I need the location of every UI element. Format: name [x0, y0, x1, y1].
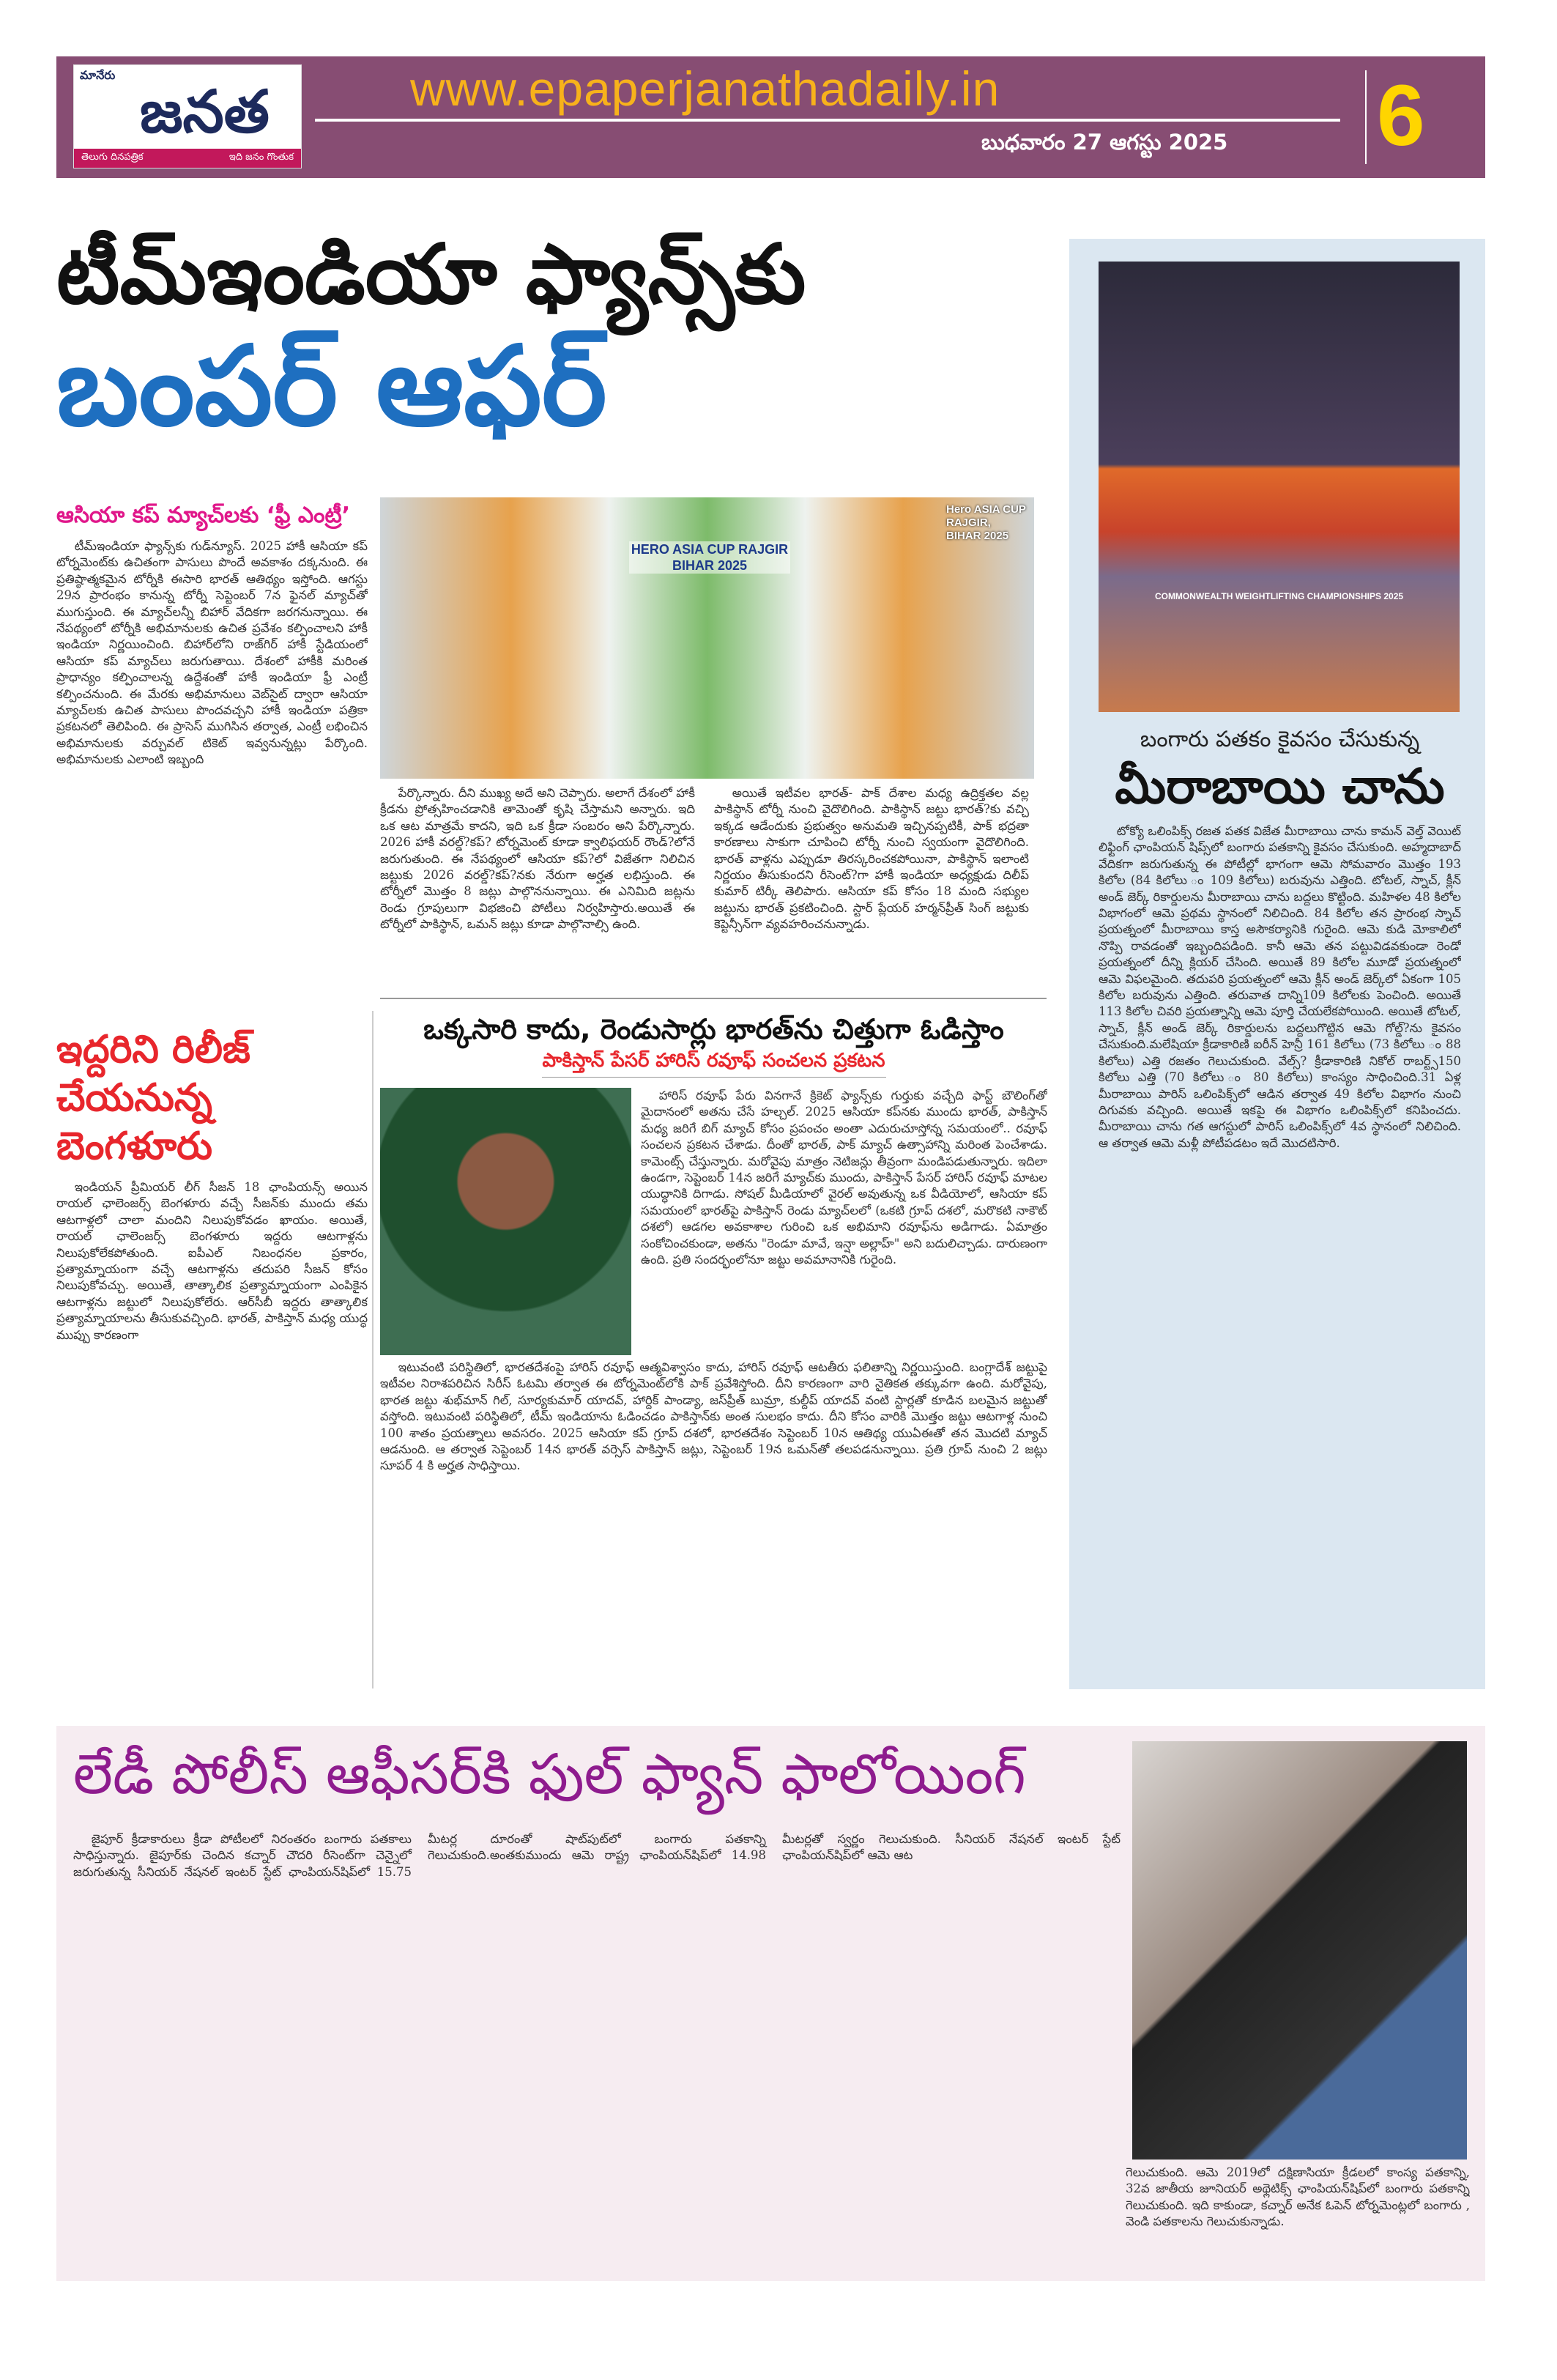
subhead-underline — [542, 1077, 886, 1078]
lead-headline-line2: బంపర్ ఆఫర్ — [56, 323, 607, 451]
police-headline: లేడీ పోలీస్ ఆఫీసర్‌కి ఫుల్ ఫ్యాన్ ఫాలోయింగ్ — [73, 1741, 1026, 1806]
rcb-story — [56, 1026, 368, 1688]
logo-tagline-strip — [74, 149, 301, 168]
website-link[interactable]: www.epaperjanathadaily.in — [410, 62, 1000, 116]
meerabai-body — [1099, 823, 1461, 1681]
weightlifter-photo — [1099, 262, 1460, 712]
photo-caption-logo: Hero ASIA CUP RAJGIR, BIHAR 2025 — [946, 503, 1026, 542]
police-paragraph: జైపూర్ క్రీడాకారులు క్రీడా పోటీలలో నిరంతరం బంగారు పతకాలు సాధిస్తున్నారు. జైపూర్‌కు చెందిన కచ్నార్ చౌదరి రీసెంట్‌గా చెన్నైలో జరుగుతున్న సీనియర్ నేషనల్ ఇంటర్ స్టేట్ ఛాంపియన్‌షిప్‌లో 15.75 మీటర్ల దూరంతో షాట్‌పుట్‌లో బంగారు పతకాన్ని గెలుచుకుంది.అంతకుముందు ఆమె రాష్ట్ర ఛాంపియన్‌షిప్‌లో 14.98 మీటర్లతో స్వర్ణం గెలుచుకుంది. సీనియర్ నేషనల్ ఇంటర్ స్టేట్ ఛాంపియన్‌షిప్‌లో ఆమె ఆట — [73, 1832, 1121, 1879]
police-paragraph: గెలుచుకుంది. ఆమె 2019లో దక్షిణాసియా క్రీడలలో కాంస్య పతకాన్ని, 32వ జాతీయ జూనియర్ అథ్లెటిక్స్ ఛాంపియన్‌షిప్‌లో బంగారు పతకాన్ని గెలుచుకుంది. ఇది కాకుండా, కచ్నార్ అనేక ఓపెన్ టోర్నమెంట్లలో బంగారు , వెండి పతకాలను గెలుచుకున్నాడు. — [1126, 2165, 1470, 2229]
column-divider — [372, 1011, 374, 1688]
newspaper-logo — [73, 64, 302, 168]
issue-date: బుధవారం 27 ఆగస్టు 2025 — [981, 130, 1228, 155]
rcb-body — [56, 1179, 368, 1688]
lead-headline-line1: టీమ్ఇండియా ఫ్యాన్స్‌కు — [56, 227, 806, 322]
lead-paragraph: అయితే ఇటీవల భారత్- పాక్ దేశాల మధ్య ఉద్రిక్తతల వల్ల పాకిస్థాన్ టోర్నీ నుంచి వైదొలిగింది. పాకిస్థాన్ జట్టు భారత్?కు వచ్చి ఇక్కడ ఆడేందుకు ప్రభుత్వం అనుమతి ఇచ్చినప్పటికీ, పాక్ భద్రతా కారణాలు సాకుగా చూపించి టోర్నీ నుంచి స్వయంగా వైదొలిగింది. భారత్ వాళ్లను ఎప్పుడూ తిరస్కరించకపోయినా, పాకిస్థాన్ ఇలాంటి నిర్ణయం తీసుకుందని రీసెంట్?గా హాకీ ఇండియా అధ్యక్షుడు దిలీప్ కుమార్ టిర్కీ తెలిపారు. ఆసియా కప్ కోసం 18 మంది సభ్యుల జట్టును భారత్ ప్రకటించింది. స్టార్ ప్లేయర్ హర్మన్‌ప్రీత్ సింగ్ జట్టుకు కెప్టెన్సీన్‌గా వ్యవహరించనున్నాడు. — [714, 786, 1029, 932]
haris-rauf-photo — [380, 1088, 631, 1355]
lead-paragraph: పేర్కొన్నారు. దీని ముఖ్య అదే అని చెప్పారు. అలాగే దేశంలో హాకీ క్రీడను ప్రోత్సహించడానికి తామెంతో కృషి చేస్తామని అన్నారు. ఇది ఒక ఆట మాత్రమే కాదని, ఇది ఒక క్రీడా సంబరం అని పేర్కొన్నారు. 2026 హాకీ వరల్డ్?కప్? టోర్నమెంట్ కూడా క్వాలిఫయర్ రౌండ్?లోనే జరుగుతుంది. ఈ నేపథ్యంలో ఆసియా కప్?లో విజేతగా నిలిచిన జట్టుకు 2026 వరల్డ్?కప్?నకు నేరుగా అర్హత లభిస్తుంది. ఈ టోర్నీలో మొత్తం 8 జట్లు పాల్గొననున్నాయి. ఈ ఎనిమిది జట్లను రెండు గ్రూపులుగా విభజించి పోటీలు నిర్వహిస్తారు.అయితే ఈ టోర్నీలో పాకిస్థాన్, ఒమన్ జట్లు కూడా పాల్గొనాల్సి ఉంది. — [380, 786, 695, 932]
rauf-headline: ఒక్కసారి కాదు, రెండుసార్లు భారత్‌ను చిత్తుగా ఓడిస్తాం — [423, 1013, 1004, 1045]
rauf-subhead: పాకిస్తాన్ పేసర్ హారిస్ రవూఫ్ సంచలన ప్రకటన — [542, 1050, 885, 1072]
section-divider — [380, 998, 1047, 999]
meerabai-subhead: బంగారు పతకం కైవసం చేసుకున్న — [1140, 727, 1420, 752]
page-number: 6 — [1377, 67, 1425, 164]
lead-column-2 — [380, 785, 695, 989]
meerabai-headline: మీరాబాయి చాను — [1115, 758, 1445, 815]
masthead-divider — [315, 119, 1340, 122]
meerabai-paragraph: టోక్యో ఒలింపిక్స్ రజత పతక విజేత మీరాబాయి చాను కామన్ వెల్త్ వెయిట్ లిఫ్టింగ్ ఛాంపియన్ షిప్స్‌లో బంగారు పతకాన్ని కైవసం చేసుకుంది. అహ్మదాబాద్ వేదికగా జరుగుతున్న ఈ పోటీల్లో భాగంగా ఆమె సోమవారం మొత్తం 193 కిలోల (84 కిలోలు ం 109 కిలోలు) బరువును ఎత్తింది. టోటల్, స్నాచ్, క్లీన్ అండ్ జెర్క్ రికార్డులను మీరాబాయి చాను బద్దలు కొట్టింది. మహిళల 48 కిలోల విభాగంలో ఆమె ప్రథమ స్థానంలో నిలిచింది. 84 కిలోల తన ప్రారంభ స్నాచ్ ప్రయత్నంలో మీరాబాయి కాస్త అసౌకర్యానికి గురైంది. ఆమె కుడి మోకాలిలో నొప్పి రావడంతో ఇబ్బందిపడింది. కానీ ఆమె తన పట్టువిడవకుండా రెండో ప్రయత్నంలో దీన్ని క్లియర్ చేసింది. అయితే 89 కిలోల మూడో ప్రయత్నంలో ఆమె విఫలమైంది. తదుపరి ప్రయత్నంలో ఆమె క్లీన్ అండ్ జెర్క్‌లో ఏకంగా 105 కిలోల బరువును ఎత్తింది. తరువాత దాన్ని109 కిలోలకు పెంచింది. అయితే 113 కిలోల చివరి ప్రయత్నాన్ని ఆమె పూర్తి చేయలేకపోయింది. అయితే టోటల్, స్నాచ్, క్లీన్ అండ్ జెర్క్ రికార్డులను బద్దలుగొట్టిన ఆమె గోల్డ్?ను కైవసం చేసుకుంది.మలేషియా క్రీడాకారిణి ఐరీన్ హెన్రీ 161 కిలోలు (73 కిలోలు ం 88 కిలోలు) ఎత్తి రజతం గెలుచుకుంది. వేల్స్? క్రీడాకారిణి నికోల్ రాబర్ట్స్150 కిలోలు ఎత్తి (70 కిలోలు ం 80 కిలోలు) కాంస్యం సాధించింది.31 ఏళ్ల మీరాబాయి పారిస్ ఒలింపిక్స్‌లో ఆడిన తర్వాత 49 కిలోల విభాగం నుంచి దిగువకు వచ్చింది. అయితే ఇకపై ఈ విభాగం ఒలింపిక్స్‌లో కనిపించదు. మీరాబాయి చాను గత ఆగస్టులో పారిస్ ఒలింపిక్స్‌లో 4వ స్థానంలో నిలిచింది. ఆ తర్వాత ఆమె మళ్లీ పోటీపడటం ఇదే మొదటిసారి. — [1099, 824, 1461, 1150]
lead-column-3 — [714, 785, 1029, 989]
hockey-asia-cup-photo — [380, 497, 1034, 779]
photo-banner-text: HERO ASIA CUP RAJGIR BIHAR 2025 — [629, 541, 790, 574]
rauf-paragraph: హారిస్ రవూఫ్ పేరు వినగానే క్రికెట్ ఫ్యాన్స్‌కు గుర్తుకు వచ్చేది ఫాస్ట్ బౌలింగ్‌తో మైదానంలో అతను చేసే హల్చల్. 2025 ఆసియా కప్‌నకు ముందు భారత్, పాకిస్తాన్ మధ్య జరిగే బిగ్ మ్యాచ్ కోసం ప్రపంచం అంతా ఎదురుచూస్తోన్న సమయంలో.. రవూఫ్ సంచలన ప్రకటన చేశాడు. దీంతో భారత్, పాక్ మ్యాచ్ ఉత్సాహాన్ని మరింత పెంచేశాడు. కామెంట్స్ చేస్తున్నారు. మరోవైపు మాత్రం నెటిజన్లు తీవ్రంగా మండిపడుతున్నారు. ఇదిలా ఉండగా, సెప్టెంబర్ 14న జరిగే మ్యాచ్‌కు ముందు, పాకిస్తాన్ పేసర్ హారిస్ రవూఫ్ మాటల యుద్ధానికి దిగాడు. సోషల్ మీడియాలో వైరల్ అవుతున్న ఒక వీడియోలో, ఆసియా కప్ సమయంలో భారత్‌పై పాకిస్తాన్ రెండు మ్యాచ్‌లలో (ఒకటి గ్రూప్ దశలో, మరొకటి నాకౌట్ దశలో) ఆడగల అవకాశాల గురించి ఒక అభిమాని రవూఫ్‌ను అడిగాడు. ఏమాత్రం సంకోచించకుండా, అతను "రెండూ మావే, ఇన్షా అల్లాహ్" అని బదులిచ్చాడు. దారుణంగా ఉంది. ప్రతి సందర్భంలోనూ జట్టు అవమానానికి గురైంది. — [641, 1089, 1047, 1267]
rauf-body-top — [641, 1088, 1047, 1355]
masthead-vertical-divider — [1365, 70, 1367, 164]
lead-headline — [56, 228, 1060, 452]
police-body — [73, 1831, 1121, 2275]
logo-name: జనత — [140, 78, 270, 146]
meerabai-story — [1099, 262, 1461, 1681]
lead-column-1 — [56, 538, 368, 989]
rauf-paragraph: ఇటువంటి పరిస్థితిలో, భారతదేశంపై హారిస్ రవూఫ్ ఆత్మవిశ్వాసం కాదు, హారిస్ రవూఫ్ ఆటతీరు ఫలితాన్ని నిర్ణయిస్తుంది. బంగ్లాదేశ్ జట్టుపై ఇటీవల నిరాశపరిచిన సిరీస్ ఓటమి తర్వాత ఈ టోర్నమెంట్‌లోకి పాక్ ప్రవేశిస్తోంది. దీని కారణంగా వారి నైతికత తక్కువగా ఉంది. మరోవైపు, భారత జట్టు శుభ్‌మాన్ గిల్, సూర్యకుమార్ యాదవ్, హార్దిక్ పాండ్యా, జస్‌ప్రీత్ బుమ్రా, కుల్దీప్ యాదవ్ వంటి స్టార్లతో కూడిన బలమైన జట్టుతో వస్తోంది. ఇటువంటి పరిస్థితిలో, టీమ్ ఇండియాను ఓడించడం పాకిస్తాన్‌కు అంత సులభం కాదు. దీని కోసం వారికి మొత్తం జట్టు ఆటగాళ్ల నుంచి 100 శాతం ప్రయత్నాలు అవసరం. 2025 ఆసియా కప్ గ్రూప్ దశలో, భారతదేశం సెప్టెంబర్ 10న ఆతిథ్య యుఏఈతో తన మొదటి మ్యాచ్ ఆడనుంది. ఆ తర్వాత సెప్టెంబర్ 14న భారత్ వర్సెస్ పాకిస్తాన్ జట్లు, సెప్టెంబర్ 19న ఒమన్‌తో తలపడనున్నాయి. ప్రతి గ్రూప్ నుంచి 2 జట్లు సూపర్ 4 కి అర్హత సాధిస్తాయి. — [380, 1360, 1047, 1473]
logo-tag-left: తెలుగు దినపత్రిక — [81, 152, 144, 163]
rauf-body-bottom — [380, 1360, 1047, 1688]
photo-banner-text: COMMONWEALTH WEIGHTLIFTING CHAMPIONSHIPS 2025 — [1154, 591, 1404, 601]
logo-small-text: మానేరు — [80, 68, 116, 82]
police-body-under-photo — [1126, 2165, 1470, 2275]
rcb-paragraph: ఇండియన్ ప్రీమియర్ లీగ్ సీజన్ 18 ఛాంపియన్స్ అయిన రాయల్ ఛాలెంజర్స్ బెంగళూరు వచ్చే సీజన్‌కు ముందు తమ ఆటగాళ్లలో చాలా మందిని నిలుపుకోవడం ఖాయం. అయితే, రాయల్ ఛాలెంజర్స్ బెంగళూరు ఇద్దరు ఆటగాళ్లను నిలుపుకోలేకపోతుంది. ఐపీఎల్ నిబంధనల ప్రకారం, ప్రత్యామ్నాయంగా వచ్చే ఆటగాళ్లను తదుపరి సీజన్ కోసం నిలుపుకోవచ్చు. అయితే, తాత్కాలిక ప్రత్యామ్నాయంగా ఎంపికైన ఆటగాళ్లను జట్టులో నిలుపుకోలేరు. ఆర్‌సీబీ ఇద్దరు తాత్కాలిక ప్రత్యామ్నాయాలను తీసుకువచ్చింది. భారత్, పాకిస్తాన్ మధ్య యుద్ధ ముప్పు కారణంగా — [56, 1180, 368, 1342]
lead-paragraph: టీమ్ఇండియా ఫ్యాన్స్‌కు గుడ్‌న్యూస్. 2025 హాకీ ఆసియా కప్ టోర్నమెంట్‌కు ఉచితంగా పాసులు పొందే అవకాశం దక్కనుంది. ఈ ప్రతిష్ఠాత్మకమైన టోర్నీకి ఈసారి భారత్ ఆతిథ్యం ఇస్తోంది. ఆగస్టు 29న ప్రారంభం కానున్న టోర్నీ సెప్టెంబర్ 7న ఫైనల్ మ్యాచ్‌తో ముగుస్తుంది. ఈ మ్యాచ్‌లన్నీ బిహార్ వేదికగా జరగనున్నాయి. ఈ నేపథ్యంలో టోర్నీకి అభిమానులకు ఉచిత ప్రవేశం కల్పించాలని హాకీ ఇండియా నిర్ణయించింది. బిహార్‌లోని రాజ్‌గిర్ హాకీ స్టేడియంలో ఆసియా కప్ మ్యాచ్‌లు జరుగుతాయి. దేశంలో హాకీకి మరింత ప్రాధాన్యం కల్పించాలన్న ఉద్దేశంతో హాకీ ఇండియా ఫ్రీ ఎంట్రీ కల్పించనుంది. ఈ మేరకు అభిమానులు వెబ్‌సైట్ ద్వారా ఆసియా మ్యాచ్‌లకు ఉచిత పాసులు పొందవచ్చని హాకీ ఇండియా పత్రికా ప్రకటనలో తెలిపింది. ఈ ప్రాసెస్ ముగిసిన తర్వాత, ఎంట్రీ లభించిన అభిమానులకు వర్చువల్ టికెట్ ఇవ్వనున్నట్లు పేర్కొంది. అభిమానులకు ఎలాంటి ఇబ్బంది — [56, 539, 368, 767]
rauf-photo-row — [380, 1088, 1047, 1355]
logo-tag-right: ఇది జనం గొంతుక — [228, 152, 294, 163]
rcb-headline: ఇద్దరిని రిలీజ్ చేయనున్న బెంగళూరు — [56, 1028, 250, 1168]
rauf-story — [380, 1011, 1047, 1688]
police-officer-photo — [1132, 1741, 1467, 2160]
lead-kicker: ఆసియా కప్ మ్యాచ్‌లకు ‘ఫ్రీ ఎంట్రీ’ — [56, 503, 351, 528]
